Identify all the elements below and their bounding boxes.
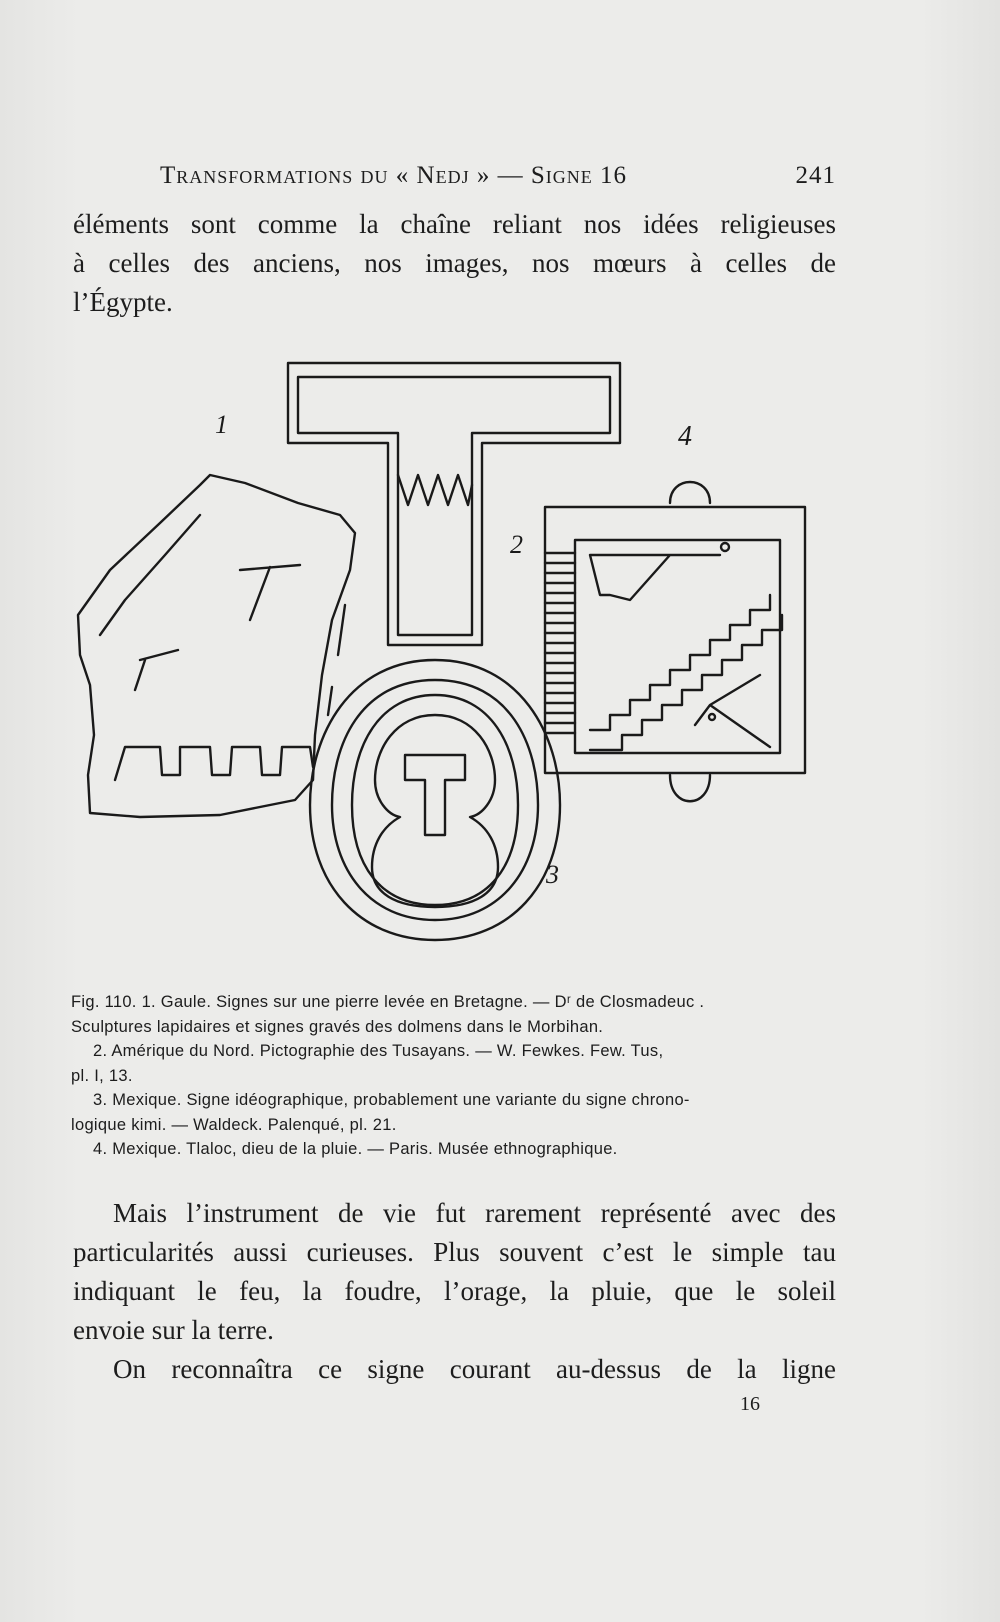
figure-tlaloc xyxy=(545,482,805,801)
paragraph-line: On reconnaîtra ce signe courant au-dessus de la ligne xyxy=(113,1354,836,1384)
figure-label-3: 3 xyxy=(546,860,559,889)
paragraph-line: indiquant le feu, la foudre, l’orage, la pluie, que le soleil xyxy=(73,1276,836,1306)
signature-mark: 16 xyxy=(740,1393,760,1415)
running-head-title: Transformations du « Nedj » — Signe 16 xyxy=(160,162,628,189)
figure-caption xyxy=(71,990,831,1162)
figure-label-2: 2 xyxy=(510,530,523,559)
paragraph-line: Mais l’instrument de vie fut rarement représenté avec des xyxy=(113,1198,836,1228)
caption-line: 3. Mexique. Signe idéographique, probablement une variante du signe chrono- xyxy=(93,1091,690,1109)
caption-line: 2. Amérique du Nord. Pictographie des Tusayans. — W. Fewkes. Few. Tus, xyxy=(93,1042,664,1060)
paragraph-line: envoie sur la terre. xyxy=(73,1315,274,1345)
bottom-paragraph xyxy=(73,1194,836,1389)
paragraph-line: éléments sont comme la chaîne reliant nos idées religieuses xyxy=(73,209,836,239)
paragraph-line: l’Égypte. xyxy=(73,287,173,317)
caption-line: logique kimi. — Waldeck. Palenqué, pl. 21. xyxy=(71,1115,397,1134)
figure-label-4: 4 xyxy=(678,421,692,452)
figure-label-1: 1 xyxy=(215,410,228,439)
paragraph-line: à celles des anciens, nos images, nos mœurs à celles de xyxy=(73,248,836,278)
paragraph-line: particularités aussi curieuses. Plus souvent c’est le simple tau xyxy=(73,1237,836,1267)
figure-mexique-sign xyxy=(310,660,560,940)
figure-110 xyxy=(70,355,840,965)
caption-line: pl. I, 13. xyxy=(71,1066,133,1085)
caption-line: Fig. 110. 1. Gaule. Signes sur une pierre levée en Bretagne. — Dʳ de Closmadeuc . xyxy=(71,993,705,1011)
top-paragraph xyxy=(73,205,836,322)
caption-line: 4. Mexique. Tlaloc, dieu de la pluie. — Paris. Musée ethnographique. xyxy=(93,1140,618,1158)
caption-line: Sculptures lapidaires et signes gravés des dolmens dans le Morbihan. xyxy=(71,1017,604,1036)
page-number: 241 xyxy=(795,162,836,189)
